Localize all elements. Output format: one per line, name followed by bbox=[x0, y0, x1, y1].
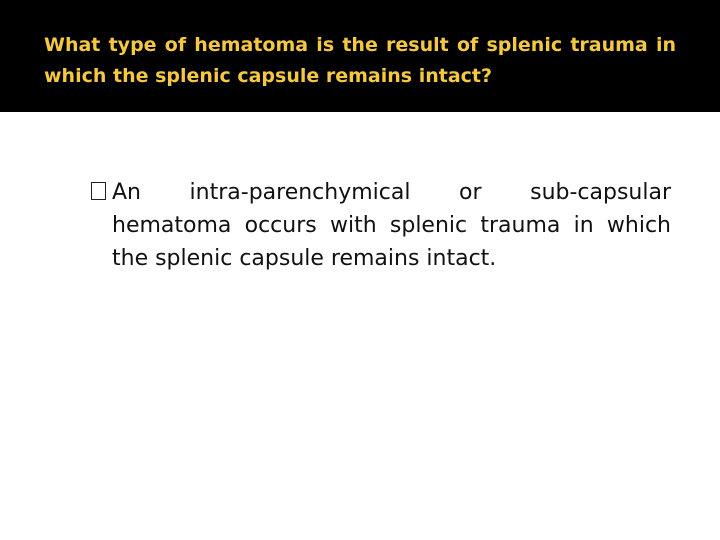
bullet-item bbox=[91, 176, 671, 275]
title-band bbox=[0, 0, 720, 112]
bullet-text: An intra-parenchymical or sub-capsular hematoma occurs with splenic trauma in which the splenic capsule remains intact. bbox=[112, 180, 671, 271]
box-bullet-icon bbox=[91, 182, 106, 200]
slide-title: What type of hematoma is the result of splenic trauma in which the splenic capsule remains intact? bbox=[44, 34, 676, 87]
slide-content bbox=[91, 176, 671, 275]
